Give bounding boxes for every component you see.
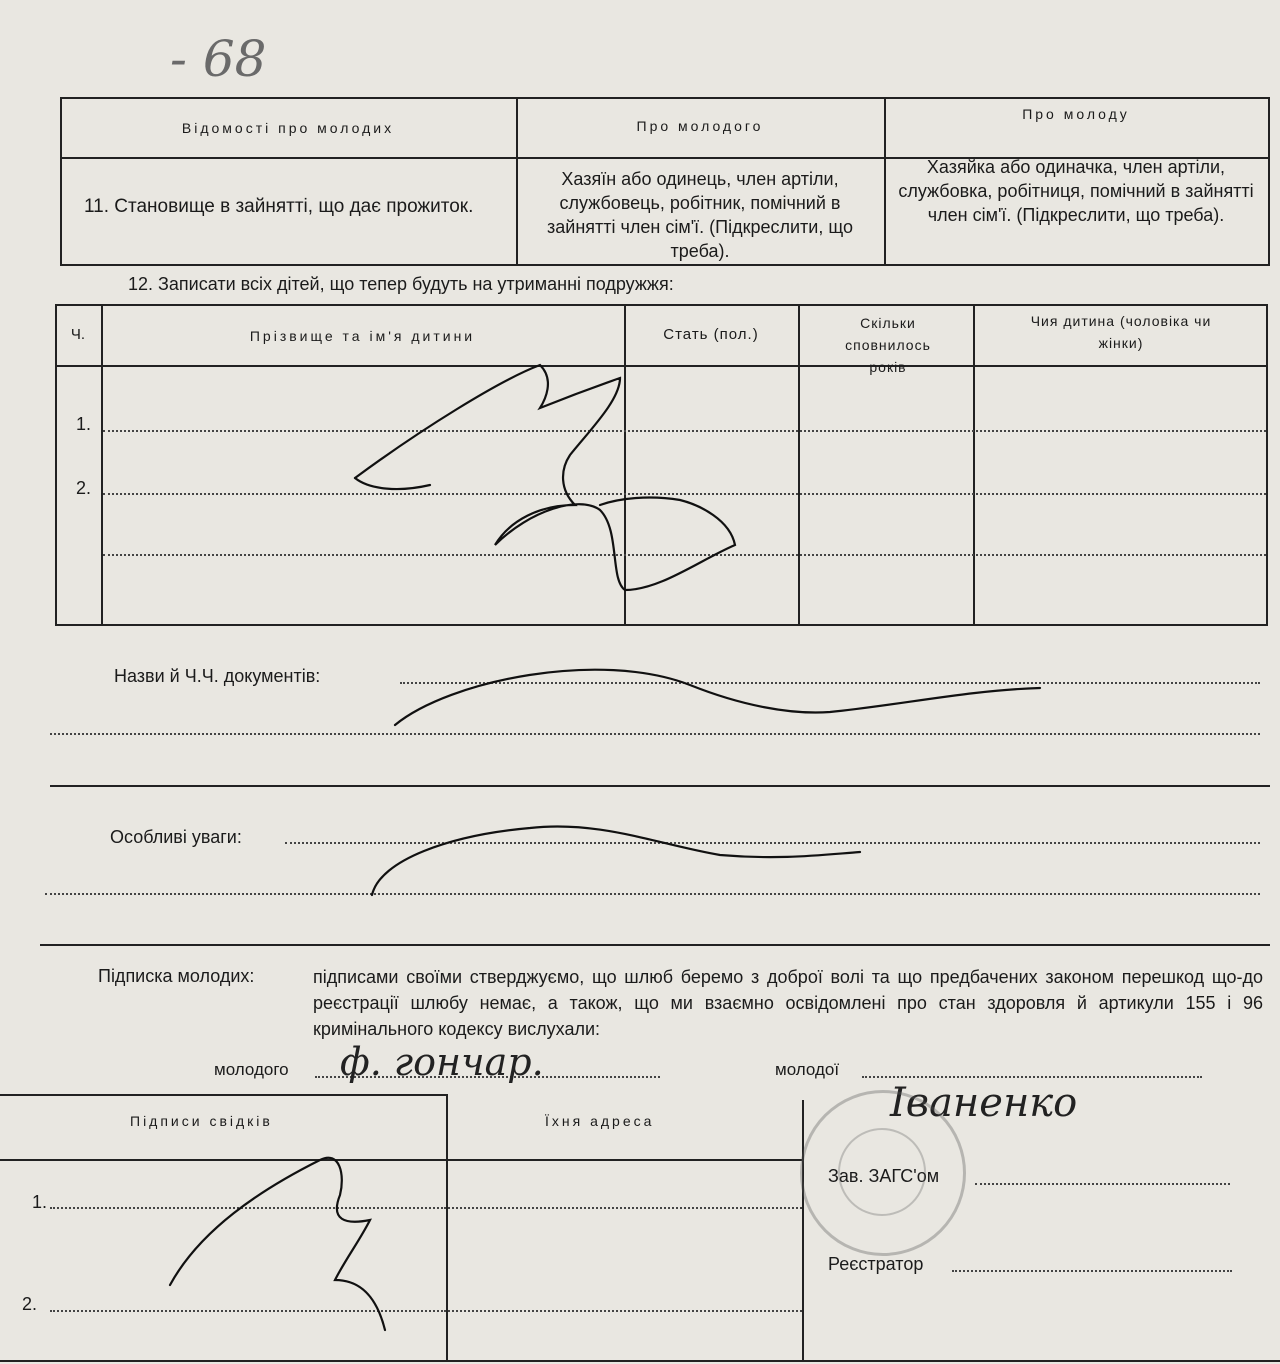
- table1-header-groom: Про молодого: [636, 118, 764, 134]
- occupation-row-label: 11. Становище в зайнятті, що дає прожиток.: [84, 196, 474, 217]
- children-header-age: Скільки сповнилось років: [845, 315, 931, 375]
- groom-occupation-options: Хазяїн або одинець, член артіли, службовець, робітник, помічний в зайнятті член сім'ї. (Підкреслити, що треба).: [547, 169, 853, 261]
- documents-label: Назви й Ч.Ч. документів:: [114, 666, 321, 686]
- groom-signature-label: молодого: [214, 1060, 289, 1079]
- table1-header-info: Відомості про молодих: [181, 120, 395, 136]
- children-heading: 12. Записати всіх дітей, що тепер будуть на утриманні подружжя:: [128, 274, 674, 294]
- notes-label: Особливі уваги:: [110, 827, 242, 847]
- bride-signature-label: молодої: [775, 1060, 840, 1079]
- bride-occupation-options: Хазяйка або одиначка, член артіли, службовка, робітниця, помічний в зайнятті член сім'ї. (Підкреслити, що треба).: [898, 157, 1254, 225]
- registrar-label: Реєстратор: [828, 1254, 924, 1274]
- children-header-no: Ч.: [70, 326, 86, 343]
- table1-header-bride: Про молоду: [1022, 106, 1130, 122]
- witness-header-address: Їхня адреса: [545, 1113, 655, 1129]
- witness-z-stroke: [170, 1158, 385, 1330]
- bride-signature: Іваненко: [890, 1080, 1078, 1126]
- children-header-name: Прізвище та ім'я дитини: [249, 328, 476, 344]
- groom-signature: ф. гончар.: [340, 1040, 544, 1084]
- children-z-stroke: [355, 365, 735, 590]
- children-header-sex: Стать (пол.): [663, 326, 759, 343]
- notes-strike: [372, 826, 860, 895]
- witness-row-1: 1.: [32, 1192, 48, 1212]
- children-header-whose: Чия дитина (чоловіка чи жінки): [1030, 313, 1212, 351]
- child-row-1: 1.: [76, 414, 92, 434]
- page-number: - 68: [170, 30, 267, 88]
- witness-row-2: 2.: [22, 1294, 38, 1314]
- zags-head-label: Зав. ЗАГС'ом: [828, 1166, 940, 1186]
- declaration-text: підписами своїми стверджуємо, що шлюб беремо з доброї волі та що предбачених законом перешкод що-до реєстрації шлюбу немає, а також, що ми взаємно освідомлені про стан здоровля й артикули 155 і 96 кримінального кодексу вислухали:: [313, 967, 1263, 1039]
- children-z-tail: [355, 478, 430, 489]
- witness-header-signatures: Підписи свідків: [130, 1113, 273, 1129]
- documents-strike: [395, 670, 1040, 725]
- declaration-label: Підписка молодих:: [98, 966, 255, 986]
- child-row-2: 2.: [76, 478, 92, 498]
